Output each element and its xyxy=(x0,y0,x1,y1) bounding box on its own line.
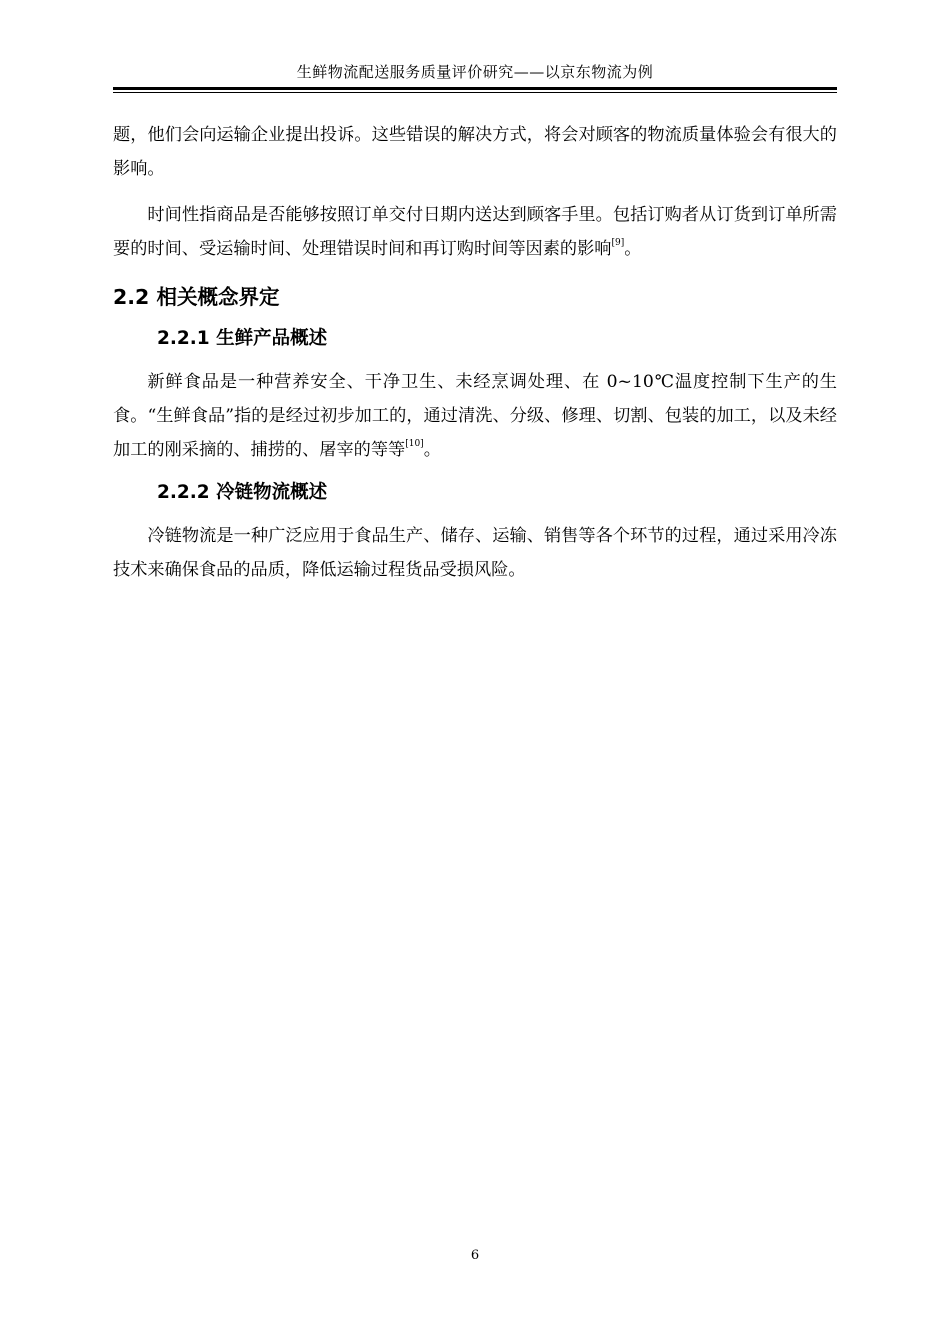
page-number: 6 xyxy=(470,1248,480,1263)
running-header: 生鲜物流配送服务质量评价研究——以京东物流为例 xyxy=(296,63,654,81)
subsection-heading-2-2-1: 2.2.1 生鲜产品概述 xyxy=(157,328,328,349)
subsection-heading-2-2-2: 2.2.2 冷链物流概述 xyxy=(157,482,328,503)
paragraph-timeliness-end: 。 xyxy=(624,239,642,259)
paragraph-fresh-products-text: 新鲜食品是一种营养安全、干净卫生、未经烹调处理、在 0~10℃温度控制下生产的生食。“生鲜食品”指的是经过初步加工的，通过清洗、分级、修理、切割、包装的加工，以及未经加工的刚采摘的、捕捞的、屠宰的等等 xyxy=(113,372,837,460)
paragraph-cold-chain: 冷链物流是一种广泛应用于食品生产、储存、运输、销售等各个环节的过程，通过采用冷冻技术来确保食品的品质，降低运输过程货品受损风险。 xyxy=(113,526,837,580)
paragraph-continued: 题，他们会向运输企业提出投诉。这些错误的解决方式，将会对顾客的物流质量体验会有很大的影响。 xyxy=(113,125,837,179)
header-rule-thick xyxy=(113,87,837,90)
header-rule-thin xyxy=(113,92,837,93)
paragraph-fresh-products-end: 。 xyxy=(423,440,441,460)
citation-10: [10] xyxy=(405,439,424,450)
paragraph-timeliness xyxy=(113,198,837,266)
paragraph-fresh-products xyxy=(113,365,837,467)
section-heading-2-2: 2.2 相关概念界定 xyxy=(113,285,280,309)
citation-9: [9] xyxy=(611,238,625,249)
paragraph-timeliness-text: 时间性指商品是否能够按照订单交付日期内送达到顾客手里。包括订购者从订货到订单所需要的时间、受运输时间、处理错误时间和再订购时间等因素的影响 xyxy=(113,205,837,259)
page-body xyxy=(113,118,837,587)
